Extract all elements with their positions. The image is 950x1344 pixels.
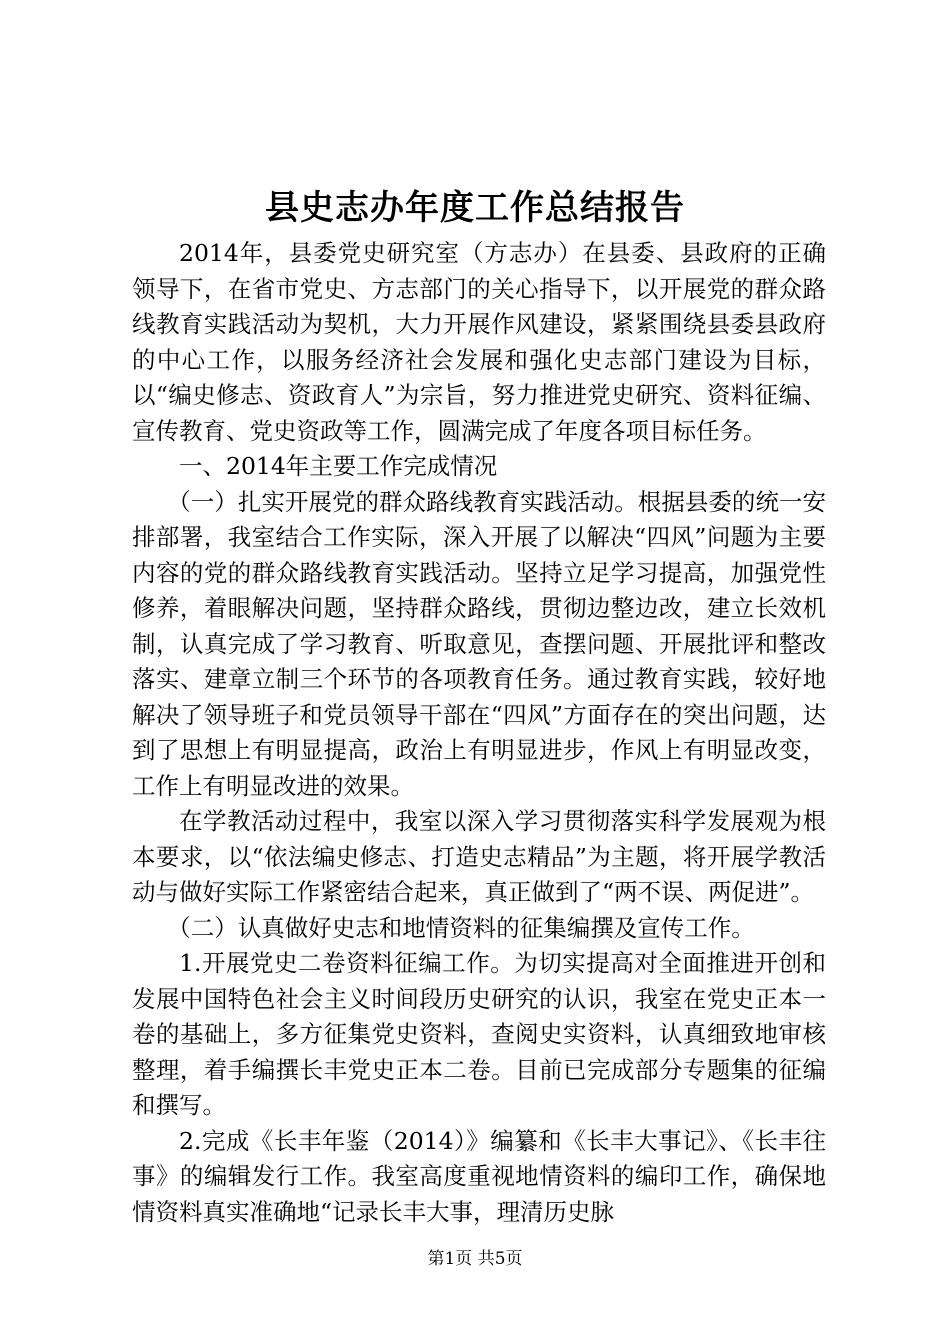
document-body [132, 236, 826, 1230]
paragraph-subsection-1: （一）扎实开展党的群众路线教育实践活动。根据县委的统一安排部署，我室结合工作实际，深入开展了以解决“四风”问题为主要内容的党的群众路线教育实践活动。坚持立足学习提高，加强党性修养，着眼解决问题，坚持群众路线，贯彻边整边改，建立长效机制，认真完成了学习教育、听取意见，查摆问题、开展批评和整改落实、建章立制三个环节的各项教育任务。通过教育实践，较好地解决了领导班子和党员领导干部在“四风”方面存在的突出问题，达到了思想上有明显提高，政治上有明显进步，作风上有明显改变，工作上有明显改进的效果。 [132, 487, 826, 800]
paragraph-study-activity: 在学教活动过程中，我室以深入学习贯彻落实科学发展观为根本要求，以“依法编史修志、打造史志精品”为主题，将开展学教活动与做好实际工作紧密结合起来，真正做到了“两不误、两促进”。 [132, 807, 826, 906]
paragraph-item-2: 2.完成《长丰年鉴（2014）》编纂和《长丰大事记》、《长丰往事》的编辑发行工作。我室高度重视地情资料的编印工作，确保地情资料真实准确地“记录长丰大事，理清历史脉 [132, 1126, 826, 1226]
section-heading-1: 一、2014年主要工作完成情况 [179, 452, 498, 480]
subsection-heading-2: （二）认真做好史志和地情资料的征集编撰及宣传工作。 [167, 913, 755, 942]
paragraph-item-1: 1.开展党史二卷资料征编工作。为切实提高对全面推进开创和发展中国特色社会主义时间段历史研究的认识，我室在党史正本一卷的基础上，多方征集党史资料，查阅史实资料，认真细致地审核整理，着手编撰长丰党史正本二卷。目前已完成部分专题集的征编和撰写。 [132, 949, 826, 1119]
paragraph-intro: 2014年，县委党史研究室（方志办）在县委、县政府的正确领导下，在省市党史、方志部门的关心指导下，以开展党的群众路线教育实践活动为契机，大力开展作风建设，紧紧围绕县委县政府的中心工作，以服务经济社会发展和强化史志部门建设为目标，以“编史修志、资政育人”为宗旨，努力推进党史研究、资料征编、宣传教育、党史资政等工作，圆满完成了年度各项目标任务。 [132, 239, 826, 445]
page-footer: 第1页 共5页 [427, 1249, 523, 1269]
document-title: 县史志办年度工作总结报告 [265, 188, 685, 228]
